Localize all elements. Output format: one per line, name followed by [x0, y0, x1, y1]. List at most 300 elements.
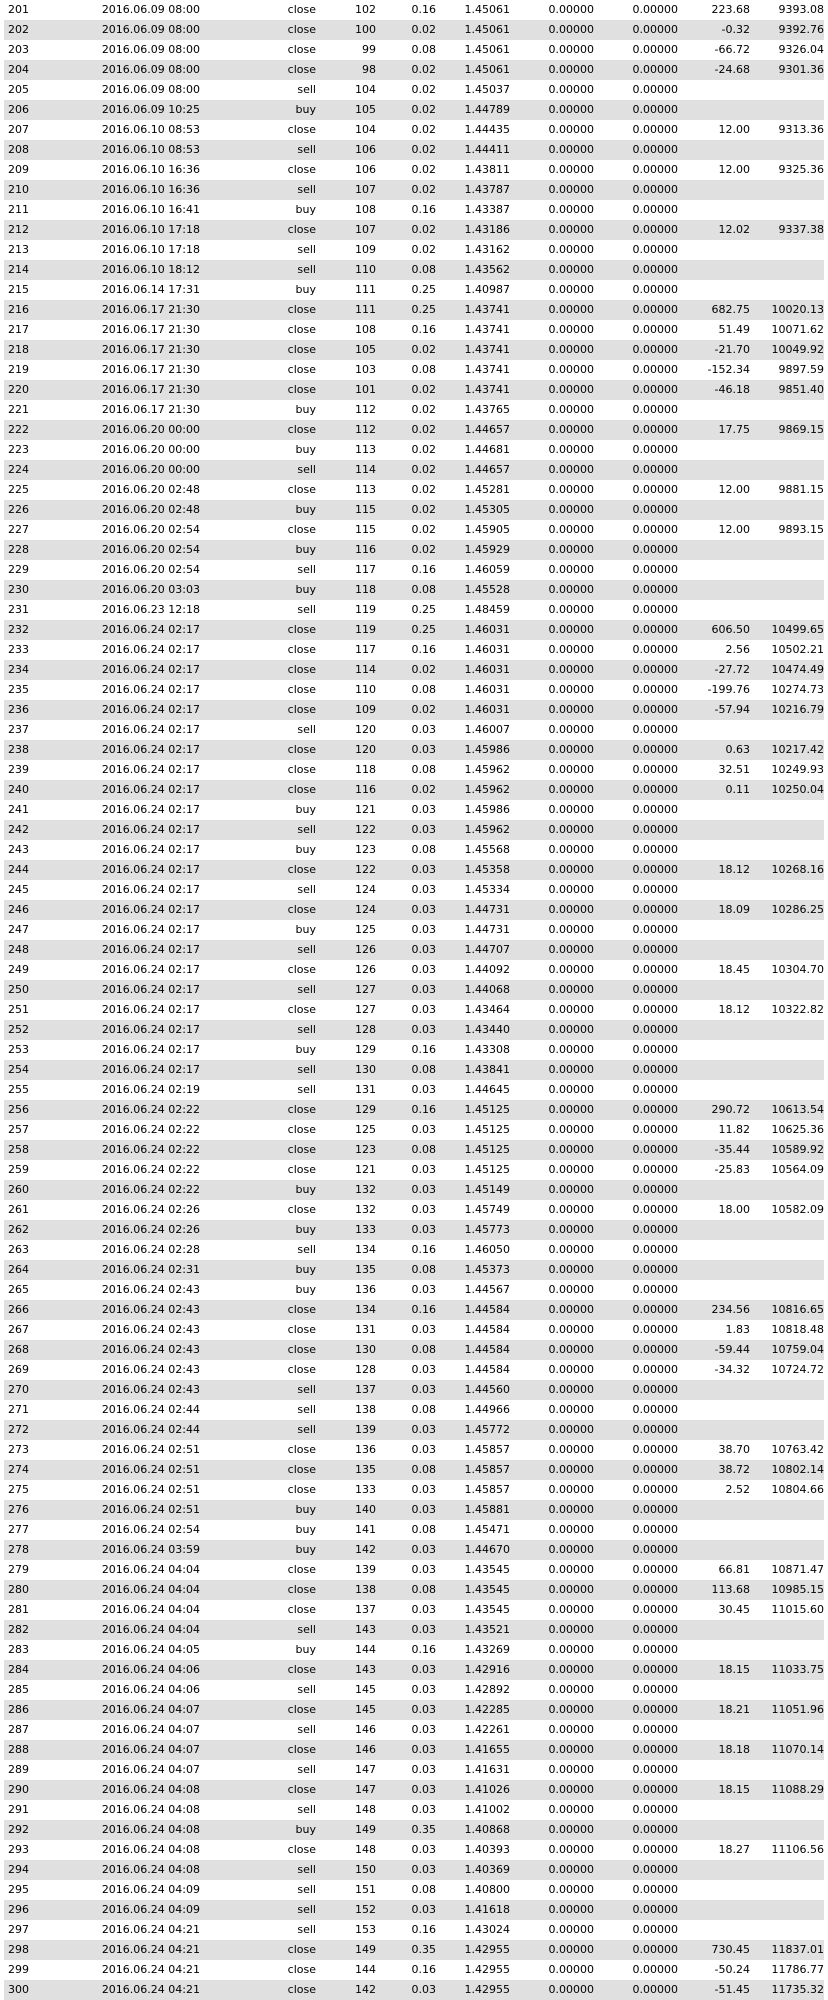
take-profit-cell: 0.00000 [632, 983, 678, 996]
deal-profit-cell [678, 1220, 750, 1240]
take-profit-cell: 0.00000 [632, 1403, 678, 1416]
deal-profit-cell: -21.70 [714, 343, 750, 356]
deal-profit-cell: -152.34 [707, 363, 750, 376]
deal-volume-cell: 0.03 [411, 943, 436, 956]
deal-volume-cell: 0.08 [411, 1523, 436, 1536]
take-profit-cell: 0.00000 [632, 1663, 678, 1676]
deal-type-cell: close [287, 1463, 316, 1476]
table-row [4, 1760, 824, 1780]
order-number-cell: 149 [355, 1823, 376, 1836]
deal-number-cell: 262 [8, 1223, 29, 1236]
stop-loss-cell: 0.00000 [548, 343, 594, 356]
deal-time-cell: 2016.06.24 02:22 [101, 1143, 200, 1156]
stop-loss-cell: 0.00000 [548, 1683, 594, 1696]
deal-price-cell: 1.43741 [464, 383, 510, 396]
deal-price-cell: 1.42955 [464, 1963, 510, 1976]
deal-type-cell: buy [295, 543, 316, 556]
deal-type-cell: sell [297, 1803, 316, 1816]
deal-type-cell: sell [297, 143, 316, 156]
take-profit-cell: 0.00000 [632, 1903, 678, 1916]
take-profit-cell: 0.00000 [632, 1763, 678, 1776]
stop-loss-cell: 0.00000 [548, 1563, 594, 1576]
deal-type-cell: close [287, 903, 316, 916]
deal-number-cell: 209 [8, 163, 29, 176]
deal-time-cell: 2016.06.24 02:17 [101, 803, 200, 816]
deal-time-cell: 2016.06.24 02:22 [101, 1183, 200, 1196]
deal-number-cell: 222 [8, 423, 29, 436]
deal-number-cell: 268 [8, 1343, 29, 1356]
deal-price-cell: 1.46059 [464, 563, 510, 576]
deal-price-cell: 1.43545 [464, 1583, 510, 1596]
deal-profit-cell [678, 240, 750, 260]
table-row [4, 680, 824, 700]
deal-number-cell: 267 [8, 1323, 29, 1336]
order-number-cell: 147 [355, 1783, 376, 1796]
deal-type-cell: close [287, 363, 316, 376]
deal-volume-cell: 0.03 [411, 1783, 436, 1796]
deal-price-cell: 1.43308 [464, 1043, 510, 1056]
deal-type-cell: sell [297, 1903, 316, 1916]
stop-loss-cell: 0.00000 [548, 1103, 594, 1116]
order-number-cell: 111 [355, 283, 376, 296]
deal-volume-cell: 0.03 [411, 723, 436, 736]
deal-volume-cell: 0.16 [411, 323, 436, 336]
deal-volume-cell: 0.03 [411, 1843, 436, 1856]
account-balance-cell: 9881.15 [778, 483, 824, 496]
account-balance-cell: 11088.29 [771, 1783, 824, 1796]
order-number-cell: 128 [355, 1023, 376, 1036]
order-number-cell: 104 [355, 123, 376, 136]
deal-profit-cell: 1.83 [725, 1323, 750, 1336]
order-number-cell: 101 [355, 383, 376, 396]
take-profit-cell: 0.00000 [632, 1243, 678, 1256]
deal-price-cell: 1.44681 [464, 443, 510, 456]
deal-profit-cell [678, 1060, 750, 1080]
deal-type-cell: close [287, 123, 316, 136]
table-row [4, 1880, 824, 1900]
take-profit-cell: 0.00000 [632, 683, 678, 696]
deal-time-cell: 2016.06.17 21:30 [101, 303, 200, 316]
order-number-cell: 137 [355, 1603, 376, 1616]
order-number-cell: 134 [355, 1243, 376, 1256]
deal-volume-cell: 0.03 [411, 823, 436, 836]
account-balance-cell: 11051.96 [771, 1703, 824, 1716]
deal-profit-cell [678, 1420, 750, 1440]
table-row [4, 580, 824, 600]
deal-type-cell: sell [297, 1423, 316, 1436]
take-profit-cell: 0.00000 [632, 43, 678, 56]
deal-number-cell: 223 [8, 443, 29, 456]
take-profit-cell: 0.00000 [632, 83, 678, 96]
order-number-cell: 114 [355, 663, 376, 676]
deal-price-cell: 1.43787 [464, 183, 510, 196]
deal-profit-cell [678, 1260, 750, 1280]
deal-volume-cell: 0.08 [411, 43, 436, 56]
deal-type-cell: sell [297, 1763, 316, 1776]
deal-type-cell: sell [297, 983, 316, 996]
table-row [4, 1620, 824, 1640]
deal-number-cell: 246 [8, 903, 29, 916]
order-number-cell: 99 [362, 43, 376, 56]
table-row [4, 1420, 824, 1440]
table-row [4, 800, 824, 820]
table-row [4, 1580, 824, 1600]
deal-type-cell: close [287, 23, 316, 36]
order-number-cell: 112 [355, 403, 376, 416]
account-balance-cell [750, 1040, 824, 1060]
deal-profit-cell [678, 1920, 750, 1940]
account-balance-cell [750, 1020, 824, 1040]
table-row [4, 940, 824, 960]
stop-loss-cell: 0.00000 [548, 183, 594, 196]
take-profit-cell: 0.00000 [632, 1383, 678, 1396]
account-balance-cell [750, 880, 824, 900]
deal-profit-cell [678, 980, 750, 1000]
deal-price-cell: 1.42916 [464, 1663, 510, 1676]
take-profit-cell: 0.00000 [632, 303, 678, 316]
order-number-cell: 126 [355, 963, 376, 976]
deal-price-cell: 1.43741 [464, 303, 510, 316]
deal-number-cell: 259 [8, 1163, 29, 1176]
deal-type-cell: close [287, 303, 316, 316]
order-number-cell: 122 [355, 863, 376, 876]
deal-volume-cell: 0.08 [411, 1263, 436, 1276]
deal-price-cell: 1.43765 [464, 403, 510, 416]
deal-type-cell: sell [297, 183, 316, 196]
deal-type-cell: sell [297, 463, 316, 476]
deal-number-cell: 215 [8, 283, 29, 296]
order-number-cell: 106 [355, 163, 376, 176]
deal-volume-cell: 0.02 [411, 703, 436, 716]
take-profit-cell: 0.00000 [632, 243, 678, 256]
deal-type-cell: close [287, 1663, 316, 1676]
deal-price-cell: 1.44657 [464, 463, 510, 476]
deal-number-cell: 286 [8, 1703, 29, 1716]
deal-time-cell: 2016.06.09 08:00 [101, 3, 200, 16]
deal-volume-cell: 0.16 [411, 1643, 436, 1656]
deal-profit-cell [678, 1900, 750, 1920]
deal-type-cell: close [287, 423, 316, 436]
order-number-cell: 148 [355, 1843, 376, 1856]
stop-loss-cell: 0.00000 [548, 1083, 594, 1096]
deal-number-cell: 275 [8, 1483, 29, 1496]
deal-number-cell: 212 [8, 223, 29, 236]
stop-loss-cell: 0.00000 [548, 503, 594, 516]
account-balance-cell [750, 1680, 824, 1700]
deal-price-cell: 1.45281 [464, 483, 510, 496]
deal-number-cell: 290 [8, 1783, 29, 1796]
deal-time-cell: 2016.06.24 02:51 [101, 1463, 200, 1476]
order-number-cell: 98 [362, 63, 376, 76]
deal-type-cell: close [287, 783, 316, 796]
stop-loss-cell: 0.00000 [548, 1503, 594, 1516]
account-balance-cell [750, 1240, 824, 1260]
deal-time-cell: 2016.06.24 02:43 [101, 1323, 200, 1336]
order-number-cell: 108 [355, 203, 376, 216]
deal-volume-cell: 0.08 [411, 583, 436, 596]
deal-volume-cell: 0.02 [411, 663, 436, 676]
deal-price-cell: 1.44731 [464, 923, 510, 936]
account-balance-cell [750, 940, 824, 960]
stop-loss-cell: 0.00000 [548, 863, 594, 876]
account-balance-cell: 9337.38 [778, 223, 824, 236]
deal-time-cell: 2016.06.20 02:54 [101, 543, 200, 556]
deal-time-cell: 2016.06.10 16:36 [101, 183, 200, 196]
table-row [4, 260, 824, 280]
stop-loss-cell: 0.00000 [548, 583, 594, 596]
deal-number-cell: 252 [8, 1023, 29, 1036]
deal-profit-cell [678, 1380, 750, 1400]
take-profit-cell: 0.00000 [632, 623, 678, 636]
deal-price-cell: 1.45334 [464, 883, 510, 896]
order-number-cell: 110 [355, 263, 376, 276]
deal-profit-cell: -50.24 [714, 1963, 750, 1976]
deal-profit-cell [678, 140, 750, 160]
deal-time-cell: 2016.06.24 02:51 [101, 1443, 200, 1456]
table-row [4, 1340, 824, 1360]
deal-number-cell: 201 [8, 3, 29, 16]
deal-profit-cell: 12.00 [718, 163, 750, 176]
deal-number-cell: 254 [8, 1063, 29, 1076]
deal-number-cell: 296 [8, 1903, 29, 1916]
deal-type-cell: buy [295, 503, 316, 516]
deal-price-cell: 1.45061 [464, 43, 510, 56]
table-row [4, 1160, 824, 1180]
deal-time-cell: 2016.06.24 04:21 [101, 1983, 200, 1996]
deal-volume-cell: 0.02 [411, 383, 436, 396]
deal-volume-cell: 0.02 [411, 63, 436, 76]
deal-volume-cell: 0.02 [411, 443, 436, 456]
order-number-cell: 122 [355, 823, 376, 836]
deal-type-cell: close [287, 1963, 316, 1976]
deal-profit-cell [678, 80, 750, 100]
deal-price-cell: 1.45568 [464, 843, 510, 856]
deal-volume-cell: 0.02 [411, 503, 436, 516]
deal-number-cell: 245 [8, 883, 29, 896]
table-row [4, 1780, 824, 1800]
order-number-cell: 103 [355, 363, 376, 376]
order-number-cell: 152 [355, 1903, 376, 1916]
take-profit-cell: 0.00000 [632, 923, 678, 936]
deal-price-cell: 1.44560 [464, 1383, 510, 1396]
account-balance-cell: 9893.15 [778, 523, 824, 536]
deal-price-cell: 1.44707 [464, 943, 510, 956]
take-profit-cell: 0.00000 [632, 1623, 678, 1636]
deal-time-cell: 2016.06.24 02:43 [101, 1363, 200, 1376]
deal-price-cell: 1.46031 [464, 663, 510, 676]
deal-number-cell: 250 [8, 983, 29, 996]
take-profit-cell: 0.00000 [632, 23, 678, 36]
deal-price-cell: 1.44068 [464, 983, 510, 996]
deal-time-cell: 2016.06.24 02:17 [101, 783, 200, 796]
table-row [4, 320, 824, 340]
deal-number-cell: 221 [8, 403, 29, 416]
order-number-cell: 147 [355, 1763, 376, 1776]
take-profit-cell: 0.00000 [632, 223, 678, 236]
deal-time-cell: 2016.06.24 03:59 [101, 1543, 200, 1556]
deal-time-cell: 2016.06.24 04:04 [101, 1603, 200, 1616]
deal-volume-cell: 0.16 [411, 1103, 436, 1116]
order-number-cell: 106 [355, 143, 376, 156]
order-number-cell: 127 [355, 983, 376, 996]
deal-price-cell: 1.46031 [464, 643, 510, 656]
deal-price-cell: 1.46050 [464, 1243, 510, 1256]
table-row [4, 1400, 824, 1420]
deal-price-cell: 1.45986 [464, 743, 510, 756]
stop-loss-cell: 0.00000 [548, 1523, 594, 1536]
deal-volume-cell: 0.08 [411, 1463, 436, 1476]
table-row [4, 420, 824, 440]
take-profit-cell: 0.00000 [632, 163, 678, 176]
deal-type-cell: sell [297, 1023, 316, 1036]
deal-profit-cell [678, 200, 750, 220]
deal-price-cell: 1.45749 [464, 1203, 510, 1216]
deal-type-cell: close [287, 343, 316, 356]
take-profit-cell: 0.00000 [632, 823, 678, 836]
deal-number-cell: 228 [8, 543, 29, 556]
deal-price-cell: 1.43741 [464, 343, 510, 356]
deal-time-cell: 2016.06.24 04:07 [101, 1723, 200, 1736]
deal-price-cell: 1.44584 [464, 1303, 510, 1316]
order-number-cell: 117 [355, 643, 376, 656]
deal-number-cell: 260 [8, 1183, 29, 1196]
deal-time-cell: 2016.06.20 02:48 [101, 483, 200, 496]
table-row [4, 120, 824, 140]
stop-loss-cell: 0.00000 [548, 243, 594, 256]
deal-price-cell: 1.43811 [464, 163, 510, 176]
account-balance-cell [750, 460, 824, 480]
deal-profit-cell [678, 1280, 750, 1300]
deal-number-cell: 288 [8, 1743, 29, 1756]
stop-loss-cell: 0.00000 [548, 883, 594, 896]
deal-price-cell: 1.45471 [464, 1523, 510, 1536]
account-balance-cell [750, 1620, 824, 1640]
deal-time-cell: 2016.06.24 02:17 [101, 903, 200, 916]
stop-loss-cell: 0.00000 [548, 1383, 594, 1396]
deal-type-cell: close [287, 683, 316, 696]
table-row [4, 1220, 824, 1240]
stop-loss-cell: 0.00000 [548, 423, 594, 436]
deal-profit-cell: -0.32 [721, 23, 750, 36]
deal-price-cell: 1.45986 [464, 803, 510, 816]
deal-type-cell: sell [297, 263, 316, 276]
deal-number-cell: 230 [8, 583, 29, 596]
deal-price-cell: 1.42955 [464, 1943, 510, 1956]
stop-loss-cell: 0.00000 [548, 1003, 594, 1016]
deal-volume-cell: 0.03 [411, 1563, 436, 1576]
deal-profit-cell [678, 100, 750, 120]
order-number-cell: 146 [355, 1743, 376, 1756]
table-row [4, 600, 824, 620]
deal-type-cell: close [287, 1943, 316, 1956]
table-row [4, 1700, 824, 1720]
deal-type-cell: buy [295, 103, 316, 116]
deal-time-cell: 2016.06.24 02:17 [101, 1023, 200, 1036]
stop-loss-cell: 0.00000 [548, 603, 594, 616]
deal-price-cell: 1.45125 [464, 1123, 510, 1136]
deal-time-cell: 2016.06.24 04:09 [101, 1883, 200, 1896]
deal-number-cell: 239 [8, 763, 29, 776]
deal-profit-cell: 17.75 [718, 423, 750, 436]
take-profit-cell: 0.00000 [632, 463, 678, 476]
table-row [4, 840, 824, 860]
deal-time-cell: 2016.06.24 02:51 [101, 1483, 200, 1496]
deal-number-cell: 258 [8, 1143, 29, 1156]
account-balance-cell [750, 980, 824, 1000]
deal-profit-cell [678, 940, 750, 960]
deal-number-cell: 233 [8, 643, 29, 656]
deal-volume-cell: 0.03 [411, 1683, 436, 1696]
deal-profit-cell [678, 1820, 750, 1840]
table-row [4, 440, 824, 460]
stop-loss-cell: 0.00000 [548, 1863, 594, 1876]
deal-price-cell: 1.45962 [464, 823, 510, 836]
deal-volume-cell: 0.08 [411, 1883, 436, 1896]
stop-loss-cell: 0.00000 [548, 1543, 594, 1556]
account-balance-cell [750, 200, 824, 220]
order-number-cell: 111 [355, 303, 376, 316]
order-number-cell: 126 [355, 943, 376, 956]
stop-loss-cell: 0.00000 [548, 1403, 594, 1416]
deal-time-cell: 2016.06.24 02:17 [101, 843, 200, 856]
deal-price-cell: 1.45125 [464, 1163, 510, 1176]
order-number-cell: 129 [355, 1103, 376, 1116]
deal-number-cell: 211 [8, 203, 29, 216]
take-profit-cell: 0.00000 [632, 1823, 678, 1836]
order-number-cell: 114 [355, 463, 376, 476]
deal-price-cell: 1.44435 [464, 123, 510, 136]
stop-loss-cell: 0.00000 [548, 903, 594, 916]
order-number-cell: 143 [355, 1623, 376, 1636]
table-row [4, 1900, 824, 1920]
deal-profit-cell [678, 580, 750, 600]
deal-price-cell: 1.45881 [464, 1503, 510, 1516]
take-profit-cell: 0.00000 [632, 63, 678, 76]
order-number-cell: 119 [355, 623, 376, 636]
stop-loss-cell: 0.00000 [548, 463, 594, 476]
order-number-cell: 135 [355, 1463, 376, 1476]
deal-price-cell: 1.42955 [464, 1983, 510, 1996]
deal-type-cell: close [287, 1603, 316, 1616]
order-number-cell: 133 [355, 1223, 376, 1236]
deal-type-cell: close [287, 623, 316, 636]
table-row [4, 1800, 824, 1820]
take-profit-cell: 0.00000 [632, 443, 678, 456]
table-row [4, 20, 824, 40]
deal-time-cell: 2016.06.24 02:17 [101, 1003, 200, 1016]
deal-number-cell: 263 [8, 1243, 29, 1256]
deal-volume-cell: 0.08 [411, 843, 436, 856]
deal-type-cell: close [287, 1743, 316, 1756]
order-number-cell: 139 [355, 1423, 376, 1436]
table-row [4, 820, 824, 840]
stop-loss-cell: 0.00000 [548, 1223, 594, 1236]
deal-profit-cell: 730.45 [711, 1943, 750, 1956]
deal-time-cell: 2016.06.24 04:08 [101, 1843, 200, 1856]
deal-profit-cell [678, 800, 750, 820]
deal-time-cell: 2016.06.20 02:54 [101, 523, 200, 536]
deal-number-cell: 297 [8, 1923, 29, 1936]
order-number-cell: 146 [355, 1723, 376, 1736]
deal-number-cell: 274 [8, 1463, 29, 1476]
take-profit-cell: 0.00000 [632, 1323, 678, 1336]
take-profit-cell: 0.00000 [632, 183, 678, 196]
table-row [4, 1180, 824, 1200]
order-number-cell: 112 [355, 423, 376, 436]
deal-type-cell: close [287, 1303, 316, 1316]
account-balance-cell [750, 1640, 824, 1660]
order-number-cell: 123 [355, 843, 376, 856]
